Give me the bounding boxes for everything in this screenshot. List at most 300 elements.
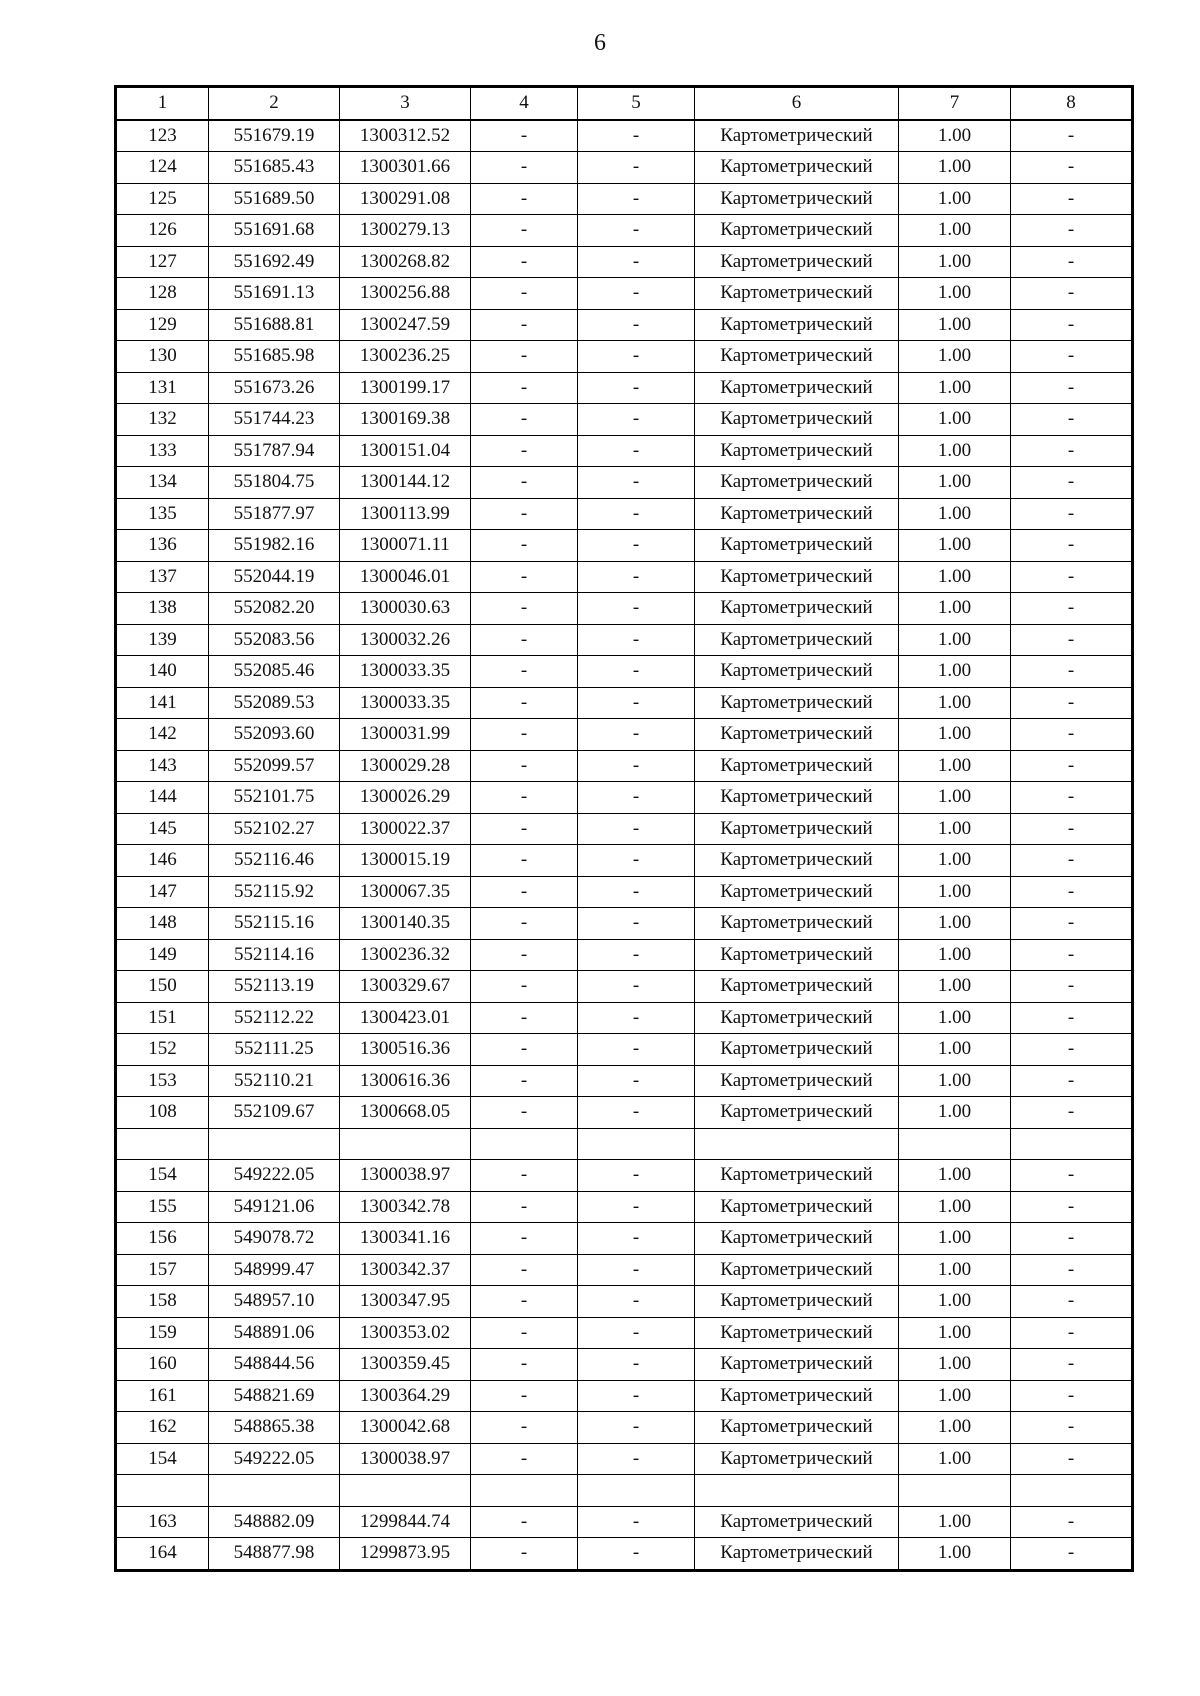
table-cell: -	[1011, 1349, 1133, 1381]
table-row	[116, 1317, 1133, 1349]
table-cell: 1.00	[899, 1349, 1011, 1381]
table-cell: 147	[116, 876, 209, 908]
table-cell: -	[1011, 1223, 1133, 1255]
table-cell: -	[578, 120, 695, 152]
table-cell: 1300032.26	[340, 624, 471, 656]
table-cell: -	[578, 687, 695, 719]
table-cell: -	[471, 530, 578, 562]
table-cell: 552089.53	[209, 687, 340, 719]
table-cell: 1300247.59	[340, 309, 471, 341]
table-cell: Картометрический	[695, 341, 899, 373]
table-cell: 1.00	[899, 908, 1011, 940]
table-cell: 137	[116, 561, 209, 593]
table-cell: 1.00	[899, 750, 1011, 782]
table-cell: 1.00	[899, 120, 1011, 152]
table-cell: Картометрический	[695, 215, 899, 247]
table-cell: 1300042.68	[340, 1412, 471, 1444]
table-cell: 1.00	[899, 845, 1011, 877]
table-cell: -	[578, 341, 695, 373]
table-cell: 551679.19	[209, 120, 340, 152]
table-cell: -	[1011, 215, 1133, 247]
table-cell: Картометрический	[695, 152, 899, 184]
table-cell: Картометрический	[695, 971, 899, 1003]
table-cell: -	[578, 750, 695, 782]
table-row	[116, 813, 1133, 845]
table-cell: 548821.69	[209, 1380, 340, 1412]
table-cell: 1.00	[899, 971, 1011, 1003]
table-cell: -	[1011, 498, 1133, 530]
table-cell: 163	[116, 1506, 209, 1538]
table-cell: 1.00	[899, 1538, 1011, 1571]
table-cell: 551688.81	[209, 309, 340, 341]
table-cell: 551877.97	[209, 498, 340, 530]
table-cell: 1300353.02	[340, 1317, 471, 1349]
table-cell: 146	[116, 845, 209, 877]
table-cell: -	[1011, 246, 1133, 278]
table-cell: -	[471, 782, 578, 814]
table-cell: 552082.20	[209, 593, 340, 625]
table-cell: 1.00	[899, 435, 1011, 467]
table-cell: -	[471, 1160, 578, 1192]
table-cell: 1.00	[899, 1506, 1011, 1538]
table-cell: -	[471, 1002, 578, 1034]
table-cell: -	[471, 246, 578, 278]
table-cell: 1300022.37	[340, 813, 471, 845]
table-cell: Картометрический	[695, 309, 899, 341]
table-row	[116, 1128, 1133, 1160]
table-cell: -	[578, 624, 695, 656]
table-row	[116, 1349, 1133, 1381]
table-cell: Картометрический	[695, 750, 899, 782]
table-cell: Картометрический	[695, 246, 899, 278]
table-cell: 158	[116, 1286, 209, 1318]
table-cell: -	[1011, 782, 1133, 814]
table-cell: -	[578, 1286, 695, 1318]
table-cell: 552115.16	[209, 908, 340, 940]
table-cell: 551692.49	[209, 246, 340, 278]
header-cell: 8	[1011, 87, 1133, 120]
table-row	[116, 1475, 1133, 1507]
table-row	[116, 467, 1133, 499]
table-cell: 133	[116, 435, 209, 467]
table-cell: -	[578, 908, 695, 940]
table-cell	[578, 1128, 695, 1160]
table-cell: 1300067.35	[340, 876, 471, 908]
table-cell: -	[471, 561, 578, 593]
table-cell: 1.00	[899, 1254, 1011, 1286]
table-cell: -	[578, 372, 695, 404]
table-cell: -	[1011, 876, 1133, 908]
table-cell: 1.00	[899, 1191, 1011, 1223]
table-cell: -	[578, 1160, 695, 1192]
table-row	[116, 1160, 1133, 1192]
table-row	[116, 750, 1133, 782]
table-cell: 123	[116, 120, 209, 152]
table-cell: 1300026.29	[340, 782, 471, 814]
table-cell: 1300236.25	[340, 341, 471, 373]
table-cell: 1.00	[899, 183, 1011, 215]
table-cell: 134	[116, 467, 209, 499]
table-cell: 1300359.45	[340, 1349, 471, 1381]
table-cell: -	[1011, 530, 1133, 562]
table-cell: 1300341.16	[340, 1223, 471, 1255]
table-cell: Картометрический	[695, 1286, 899, 1318]
table-cell: 1300342.78	[340, 1191, 471, 1223]
table-cell: 154	[116, 1160, 209, 1192]
table-cell	[116, 1475, 209, 1507]
table-cell: Картометрический	[695, 687, 899, 719]
table-cell	[209, 1128, 340, 1160]
table-cell: 548999.47	[209, 1254, 340, 1286]
table-cell: -	[1011, 1254, 1133, 1286]
table-cell: -	[578, 152, 695, 184]
table-row	[116, 1097, 1133, 1129]
table-cell: -	[1011, 120, 1133, 152]
table-cell: 551691.68	[209, 215, 340, 247]
table-cell: -	[1011, 971, 1133, 1003]
table-cell: 1.00	[899, 1160, 1011, 1192]
table-cell: 1.00	[899, 813, 1011, 845]
table-cell: 108	[116, 1097, 209, 1129]
table-cell: -	[471, 1380, 578, 1412]
table-cell: 1.00	[899, 372, 1011, 404]
table-cell: 552085.46	[209, 656, 340, 688]
table-cell: -	[1011, 1191, 1133, 1223]
table-cell: -	[471, 624, 578, 656]
table-cell: 1300364.29	[340, 1380, 471, 1412]
table-cell: 1300113.99	[340, 498, 471, 530]
table-cell: -	[471, 1412, 578, 1444]
table-cell: -	[471, 1538, 578, 1571]
table-body	[116, 87, 1133, 1571]
table-cell: -	[578, 1443, 695, 1475]
table-cell: 129	[116, 309, 209, 341]
table-cell: 160	[116, 1349, 209, 1381]
table-cell: Картометрический	[695, 404, 899, 436]
table-cell: 159	[116, 1317, 209, 1349]
table-cell: -	[1011, 813, 1133, 845]
table-cell: -	[471, 939, 578, 971]
table-cell: 551787.94	[209, 435, 340, 467]
table-cell: 1.00	[899, 593, 1011, 625]
table-cell: -	[471, 498, 578, 530]
table-cell: Картометрический	[695, 183, 899, 215]
page-number: 6	[594, 30, 606, 56]
table-cell: Картометрический	[695, 530, 899, 562]
table-row	[116, 719, 1133, 751]
table-row	[116, 1412, 1133, 1444]
table-row	[116, 435, 1133, 467]
table-cell: -	[471, 1317, 578, 1349]
table-cell: 1300516.36	[340, 1034, 471, 1066]
table-cell: 144	[116, 782, 209, 814]
table-cell: Картометрический	[695, 1034, 899, 1066]
table-cell: -	[471, 1034, 578, 1066]
table-cell: -	[578, 1065, 695, 1097]
table-cell: -	[578, 1254, 695, 1286]
table-cell: 1300668.05	[340, 1097, 471, 1129]
table-cell: 152	[116, 1034, 209, 1066]
table-cell: 143	[116, 750, 209, 782]
table-row	[116, 1191, 1133, 1223]
table-cell: -	[471, 1097, 578, 1129]
table-cell: 132	[116, 404, 209, 436]
table-cell: -	[578, 1034, 695, 1066]
table-cell: 142	[116, 719, 209, 751]
table-cell: Картометрический	[695, 1443, 899, 1475]
table-cell: 1.00	[899, 1034, 1011, 1066]
table-row	[116, 845, 1133, 877]
table-cell: 551744.23	[209, 404, 340, 436]
table-row	[116, 939, 1133, 971]
table-cell: 125	[116, 183, 209, 215]
table-cell: 149	[116, 939, 209, 971]
table-cell: 1300151.04	[340, 435, 471, 467]
table-cell: 552101.75	[209, 782, 340, 814]
table-cell: 157	[116, 1254, 209, 1286]
table-cell: -	[471, 215, 578, 247]
table-cell: 1.00	[899, 246, 1011, 278]
table-cell: 1300033.35	[340, 687, 471, 719]
table-cell: Картометрический	[695, 1412, 899, 1444]
table-cell: Картометрический	[695, 593, 899, 625]
table-cell: 1300140.35	[340, 908, 471, 940]
table-cell: -	[471, 341, 578, 373]
table-row	[116, 1538, 1133, 1571]
table-cell: Картометрический	[695, 624, 899, 656]
table-cell	[471, 1128, 578, 1160]
table-cell: -	[471, 750, 578, 782]
table-cell: Картометрический	[695, 1254, 899, 1286]
table-cell: -	[578, 1349, 695, 1381]
table-cell	[116, 1128, 209, 1160]
table-cell: 1.00	[899, 404, 1011, 436]
table-cell: -	[471, 278, 578, 310]
table-cell: -	[578, 1191, 695, 1223]
table-row	[116, 404, 1133, 436]
table-cell: 1299873.95	[340, 1538, 471, 1571]
table-cell: 1300199.17	[340, 372, 471, 404]
table-cell: -	[1011, 183, 1133, 215]
table-row	[116, 1002, 1133, 1034]
table-cell: -	[578, 404, 695, 436]
table-cell: 1.00	[899, 719, 1011, 751]
table-cell: 124	[116, 152, 209, 184]
table-cell: 552111.25	[209, 1034, 340, 1066]
table-cell: -	[471, 687, 578, 719]
table-cell: 138	[116, 593, 209, 625]
table-cell: 135	[116, 498, 209, 530]
table-cell: 1.00	[899, 152, 1011, 184]
table-cell: Картометрический	[695, 908, 899, 940]
coordinates-table	[114, 85, 1134, 1572]
table-cell: 1300268.82	[340, 246, 471, 278]
table-cell: 552109.67	[209, 1097, 340, 1129]
table-cell: -	[471, 1191, 578, 1223]
table-cell: Картометрический	[695, 1317, 899, 1349]
table-cell: Картометрический	[695, 561, 899, 593]
table-cell: Картометрический	[695, 1506, 899, 1538]
table-cell: -	[1011, 467, 1133, 499]
table-cell: 127	[116, 246, 209, 278]
table-row	[116, 1065, 1133, 1097]
table-cell: -	[578, 1380, 695, 1412]
table-cell: 551982.16	[209, 530, 340, 562]
table-cell: 1.00	[899, 498, 1011, 530]
table-cell: -	[578, 246, 695, 278]
table-row	[116, 1286, 1133, 1318]
table-cell: 549121.06	[209, 1191, 340, 1223]
table-cell: 131	[116, 372, 209, 404]
table-cell: -	[578, 183, 695, 215]
table-row	[116, 152, 1133, 184]
table-cell	[695, 1128, 899, 1160]
table-cell: -	[578, 1097, 695, 1129]
table-cell: 1300423.01	[340, 1002, 471, 1034]
table-cell: 1300033.35	[340, 656, 471, 688]
table-cell: 1.00	[899, 1097, 1011, 1129]
table-cell: -	[578, 656, 695, 688]
table-cell: Картометрический	[695, 120, 899, 152]
table-cell: -	[471, 845, 578, 877]
table-row	[116, 876, 1133, 908]
table-cell: 552083.56	[209, 624, 340, 656]
table-cell: -	[471, 971, 578, 1003]
table-cell: -	[1011, 404, 1133, 436]
table-row	[116, 183, 1133, 215]
table-cell: 148	[116, 908, 209, 940]
table-cell: Картометрический	[695, 1065, 899, 1097]
table-cell: 1.00	[899, 1412, 1011, 1444]
table-cell: -	[578, 435, 695, 467]
table-cell: 552099.57	[209, 750, 340, 782]
table-cell: 551673.26	[209, 372, 340, 404]
table-cell: 1.00	[899, 561, 1011, 593]
table-cell	[899, 1475, 1011, 1507]
table-cell: -	[578, 845, 695, 877]
table-cell: 1300312.52	[340, 120, 471, 152]
table-cell: -	[578, 813, 695, 845]
table-cell: 162	[116, 1412, 209, 1444]
table-cell: Картометрический	[695, 1160, 899, 1192]
table-cell: Картометрический	[695, 1097, 899, 1129]
table-cell: -	[578, 530, 695, 562]
table-cell: 1300029.28	[340, 750, 471, 782]
table-cell: Картометрический	[695, 1349, 899, 1381]
table-cell: -	[1011, 1317, 1133, 1349]
table-cell: 1.00	[899, 215, 1011, 247]
table-cell: 1.00	[899, 1317, 1011, 1349]
table-cell: -	[471, 467, 578, 499]
table-cell: -	[471, 435, 578, 467]
table-cell: 155	[116, 1191, 209, 1223]
table-row	[116, 498, 1133, 530]
table-cell: -	[1011, 656, 1133, 688]
table-cell: 154	[116, 1443, 209, 1475]
table-cell: 1.00	[899, 1065, 1011, 1097]
table-cell: -	[578, 1412, 695, 1444]
table-cell: 1.00	[899, 278, 1011, 310]
table-cell: -	[1011, 1097, 1133, 1129]
table-cell: Картометрический	[695, 435, 899, 467]
table-cell: -	[1011, 1506, 1133, 1538]
table-cell: Картометрический	[695, 1191, 899, 1223]
table-cell: 1300038.97	[340, 1160, 471, 1192]
table-cell: 552102.27	[209, 813, 340, 845]
table-cell: -	[1011, 593, 1133, 625]
table-cell: Картометрический	[695, 656, 899, 688]
table-cell: -	[578, 215, 695, 247]
table-cell: 1.00	[899, 530, 1011, 562]
table-cell: 548844.56	[209, 1349, 340, 1381]
table-cell: -	[471, 183, 578, 215]
table-row	[116, 372, 1133, 404]
table-cell: -	[1011, 908, 1133, 940]
table-cell: -	[1011, 372, 1133, 404]
table-cell: Картометрический	[695, 1538, 899, 1571]
table-cell: 1300144.12	[340, 467, 471, 499]
table-cell: -	[1011, 687, 1133, 719]
header-cell: 2	[209, 87, 340, 120]
table-cell: 1300301.66	[340, 152, 471, 184]
table-cell: 1.00	[899, 687, 1011, 719]
table-cell: -	[471, 908, 578, 940]
header-cell: 7	[899, 87, 1011, 120]
table-cell: 548865.38	[209, 1412, 340, 1444]
table-cell: 1300342.37	[340, 1254, 471, 1286]
table-cell: 1.00	[899, 1443, 1011, 1475]
table-row	[116, 1506, 1133, 1538]
table-cell: 549078.72	[209, 1223, 340, 1255]
table-cell: -	[1011, 1380, 1133, 1412]
table-cell: 126	[116, 215, 209, 247]
table-cell: 151	[116, 1002, 209, 1034]
table-cell: 551689.50	[209, 183, 340, 215]
table-cell: 1300236.32	[340, 939, 471, 971]
table-cell: -	[471, 1065, 578, 1097]
header-cell: 3	[340, 87, 471, 120]
table-cell: -	[1011, 845, 1133, 877]
table-row	[116, 120, 1133, 152]
table-cell: -	[578, 1002, 695, 1034]
table-row	[116, 687, 1133, 719]
table-cell: 552113.19	[209, 971, 340, 1003]
table-row	[116, 1380, 1133, 1412]
table-cell: 164	[116, 1538, 209, 1571]
table-cell: 1300031.99	[340, 719, 471, 751]
table-cell: -	[578, 498, 695, 530]
table-cell: 1.00	[899, 341, 1011, 373]
table-cell: 1.00	[899, 1223, 1011, 1255]
table-cell: -	[1011, 152, 1133, 184]
table-cell	[340, 1128, 471, 1160]
table-cell: Картометрический	[695, 939, 899, 971]
table-row	[116, 1254, 1133, 1286]
table-cell: 130	[116, 341, 209, 373]
table-cell: 552110.21	[209, 1065, 340, 1097]
table-cell: -	[1011, 1286, 1133, 1318]
table-cell: Картометрический	[695, 1002, 899, 1034]
table-cell: 140	[116, 656, 209, 688]
table-row	[116, 530, 1133, 562]
table-cell: 552116.46	[209, 845, 340, 877]
table-cell: -	[471, 1506, 578, 1538]
table-row	[116, 908, 1133, 940]
table-cell: 552114.16	[209, 939, 340, 971]
table-cell: -	[578, 278, 695, 310]
table-cell: Картометрический	[695, 876, 899, 908]
table-cell: 1.00	[899, 1286, 1011, 1318]
